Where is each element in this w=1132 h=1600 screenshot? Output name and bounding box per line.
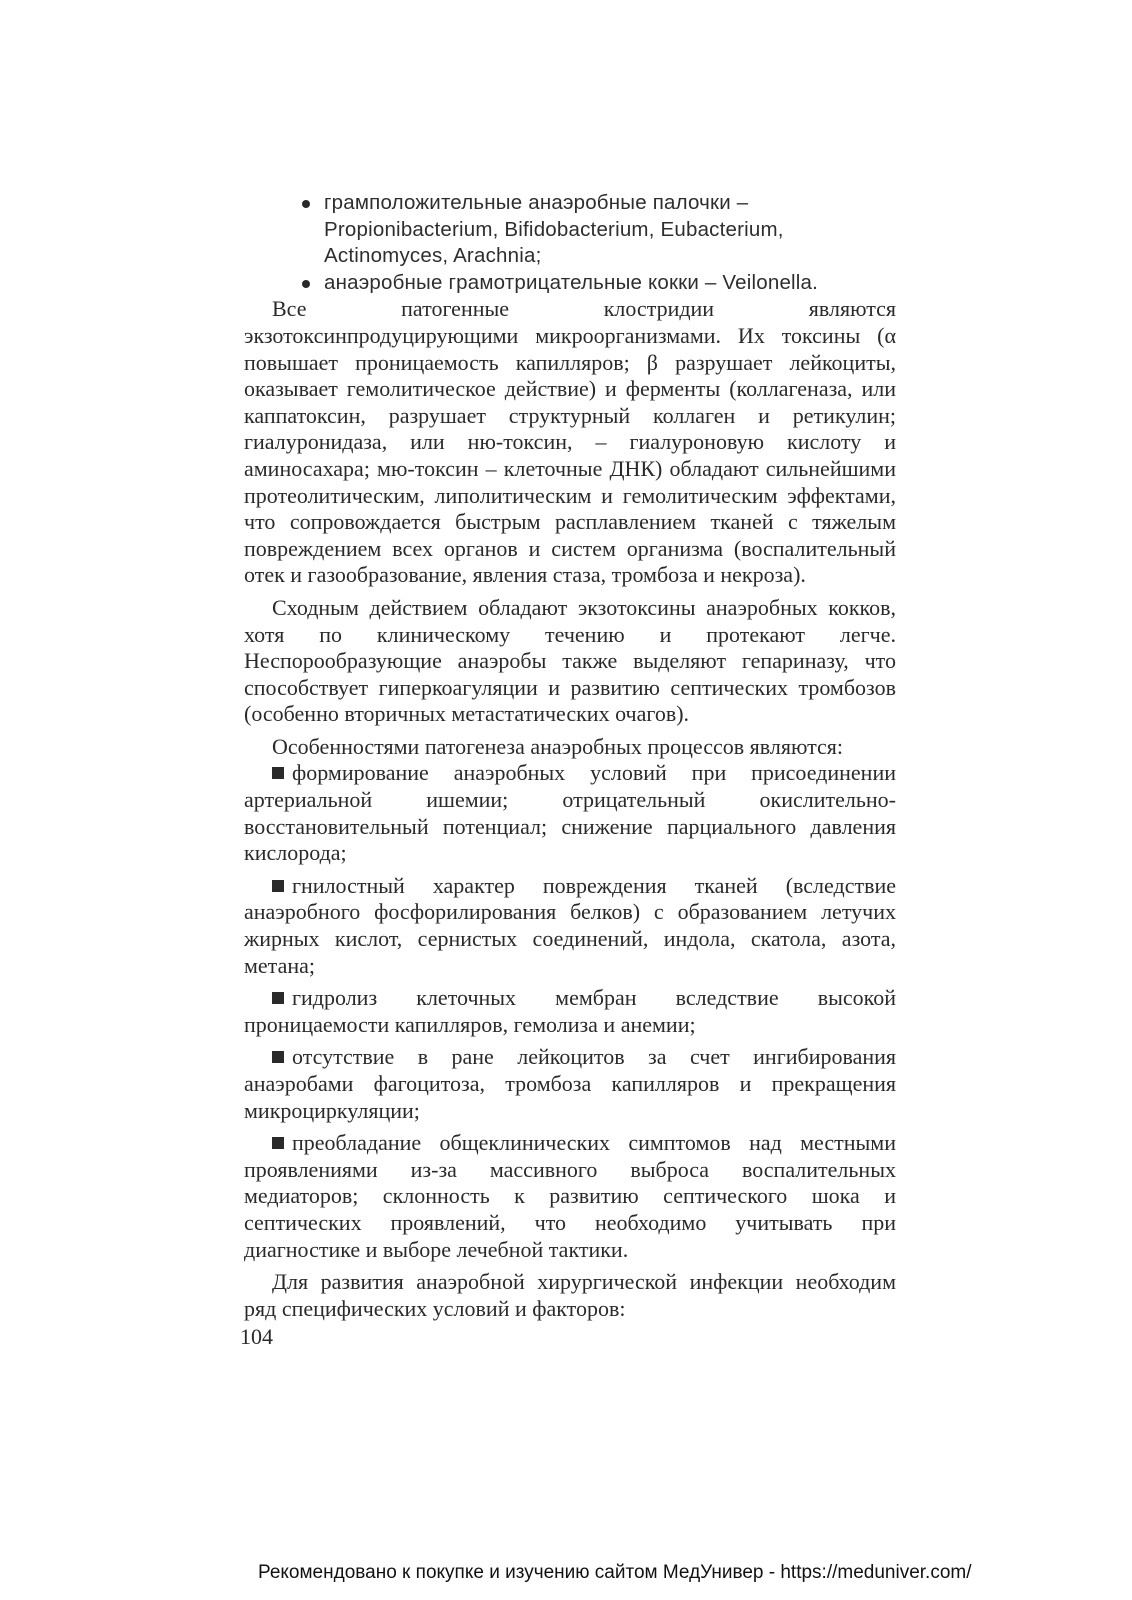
paragraph-conditions: Для развития анаэробной хирургической инфекции необходим ряд специфических условий и факторов: <box>244 1269 896 1321</box>
feature-text: преобладание общеклинических симптомов над местными проявлениями из-за массивного выброса воспалительных медиаторов; склонность к развитию септического шока и септических проявлений, что необходимо учитывать при диагностике и выборе лечебной тактики. <box>244 1130 896 1262</box>
feature-text: гнилостный характер повреждения тканей (вследствие анаэробного фосфорилирования белков) с образованием летучих жирных кислот, сернистых соединений, индола, скатола, азота, метана; <box>244 872 896 978</box>
square-bullet-icon <box>272 1137 284 1149</box>
bullet-text: анаэробные грамотрицательные кокки – Veilonella. <box>324 270 819 294</box>
bacteria-bullet-list <box>244 190 896 296</box>
page-body <box>244 190 896 1322</box>
square-bullet-icon <box>272 1051 284 1063</box>
square-bullet-icon <box>272 880 284 892</box>
bullet-item <box>244 190 896 270</box>
bullet-dot-icon <box>302 280 310 288</box>
feature-item <box>244 760 896 866</box>
page-number: 104 <box>240 1324 273 1349</box>
footer-recommendation: Рекомендовано к покупке и изучению сайтом МедУнивер - https://meduniver.com/ <box>258 1562 972 1583</box>
bullet-dot-icon <box>302 200 310 208</box>
square-bullet-icon <box>272 992 284 1004</box>
feature-item <box>244 873 896 979</box>
feature-text: отсутствие в ране лейкоцитов за счет ингибирования анаэробами фагоцитоза, тромбоза капилляров и прекращения микроциркуляции; <box>244 1044 896 1123</box>
bullet-text: грамположительные анаэробные палочки – Propionibacterium, Bifidobacterium, Eubacterium, Actinomyces, Arachnia; <box>324 191 784 268</box>
feature-item <box>244 1130 896 1263</box>
feature-item <box>244 1044 896 1124</box>
feature-text: формирование анаэробных условий при присоединении артериальной ишемии; отрицательный окислительно-восстановительный потенциал; снижение парциального давления кислорода; <box>244 760 896 866</box>
paragraph-anaerobic-cocci: Сходным действием обладают экзотоксины анаэробных кокков, хотя по клиническому течению и протекают легче. Неспорообразующие анаэробы также выделяют гепариназу, что способствует гиперкоагуляции и развитию септических тромбозов (особенно вторичных метастатических очагов). <box>244 594 896 727</box>
paragraph-pathogenesis-intro: Особенностями патогенеза анаэробных процессов являются: <box>272 733 843 759</box>
bullet-item <box>244 270 896 297</box>
paragraph-clostridia: Все патогенные клостридии являются экзотоксинпродуцирующими микроорганизмами. Их токсины (α повышает проницаемость капилляров; β разрушает лейкоциты, оказывает гемолитическое действие) и ферменты (коллагеназа, или каппатоксин, разрушает структурный коллаген и ретикулин; гиалуронидаза, или ню-токсин, – гиалуроновую кислоту и аминосахара; мю-токсин – клеточные ДНК) обладают сильнейшими протеолитическим, липолитическим и гемолитическим эффектами, что сопровождается быстрым расплавлением тканей с тяжелым повреждением всех органов и систем организма (воспалительный отек и газообразование, явления стаза, тромбоза и некроза). <box>244 296 896 588</box>
feature-text: гидролиз клеточных мембран вследствие высокой проницаемости капилляров, гемолиза и анемии; <box>244 985 896 1037</box>
feature-item <box>244 985 896 1038</box>
square-bullet-icon <box>272 767 284 779</box>
